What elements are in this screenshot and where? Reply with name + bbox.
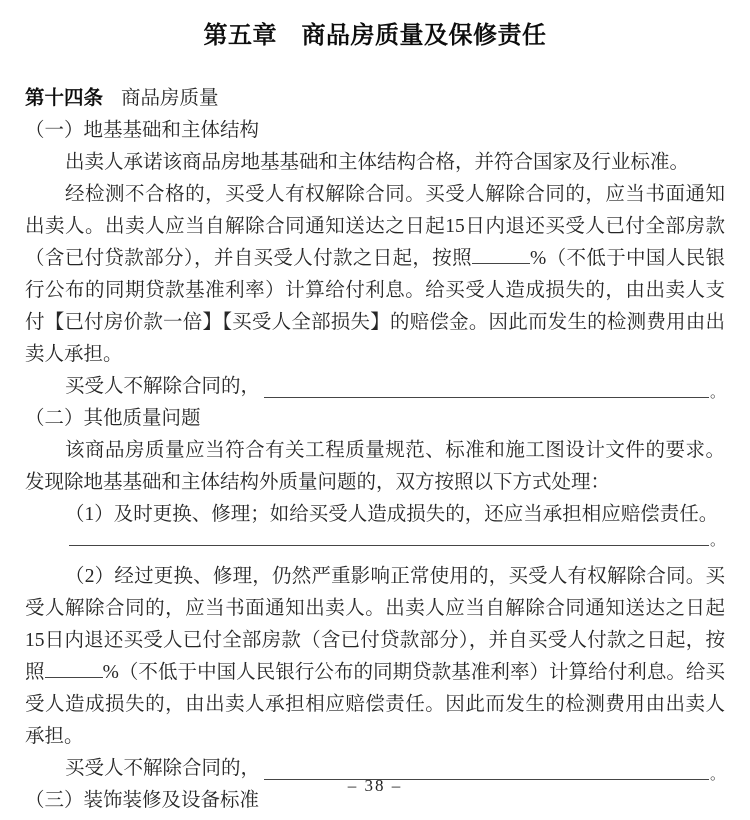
line-end-period-3: 。 bbox=[709, 767, 725, 783]
clause-1-paragraph-2 bbox=[25, 179, 725, 371]
line-end-period-1: 。 bbox=[709, 385, 725, 401]
clause-2-item-2-text-after: %（不低于中国人民银行公布的同期贷款基准利率）计算给付利息。给买受人造成损失的，由出卖人承担相应赔偿责任。因此而发生的检测费用由出卖人承担。 bbox=[25, 662, 725, 747]
clause-2-item-1: （1）及时更换、修理；如给买受人造成损失的，还应当承担相应赔偿责任。 bbox=[65, 504, 719, 525]
page-number: – 38 – bbox=[347, 776, 403, 795]
clause-2-item-2-text-before: （2）经过更换、修理，仍然严重影响正常使用的，买受人有权解除合同。买受人解除合同的，应当书面通知出卖人。出卖人应当自解除合同通知送达之日起15日内退还买受人已付全部房款（含已付贷款部分），并自买受人付款之日起，按照 bbox=[25, 566, 725, 683]
clause-1-no-termination-line bbox=[25, 371, 725, 403]
clause-1-paragraph-2-text-before: 经检测不合格的，买受人有权解除合同。买受人解除合同的，应当书面通知出卖人。出卖人应当自解除合同通知送达之日起15日内退还买受人已付全部房款（含已付贷款部分），并自买受人付款之日起，按照 bbox=[25, 184, 725, 269]
clause-2-paragraph-1: 该商品房质量应当符合有关工程质量规范、标准和施工图设计文件的要求。发现除地基基础和主体结构外质量问题的，双方按照以下方式处理： bbox=[25, 440, 725, 493]
clause-2-standalone-blank-line bbox=[25, 531, 725, 551]
clause-1-paragraph-1: 出卖人承诺该商品房地基基础和主体结构合格，并符合国家及行业标准。 bbox=[65, 152, 690, 173]
interest-rate-fill-in-blank-2 bbox=[45, 662, 103, 678]
article-heading bbox=[25, 82, 725, 115]
clause-3-heading: （三）装饰装修及设备标准 bbox=[25, 790, 260, 811]
chapter-title: 第五章 商品房质量及保修责任 bbox=[203, 22, 547, 49]
article-title-text: 商品房质量 bbox=[121, 88, 219, 109]
clause-2-heading: （二）其他质量问题 bbox=[25, 408, 201, 429]
no-termination-label-1: 买受人不解除合同的， bbox=[65, 376, 261, 397]
interest-rate-fill-in-blank-1 bbox=[472, 248, 530, 264]
line-end-period-2: 。 bbox=[709, 533, 725, 549]
article-number: 第十四条 bbox=[25, 87, 104, 109]
no-termination-label-2: 买受人不解除合同的， bbox=[65, 758, 261, 779]
standalone-fill-in-blank bbox=[69, 545, 709, 546]
clause-2-item-2 bbox=[25, 561, 725, 753]
clause-1-heading: （一）地基基础和主体结构 bbox=[25, 120, 260, 141]
no-termination-fill-in-blank-1 bbox=[264, 397, 709, 398]
clause-1-paragraph-2-text-after: %（不低于中国人民银行公布的同期贷款基准利率）计算给付利息。给买受人造成损失的，由出卖人支付【已付房价款一倍】【买受人全部损失】的赔偿金。因此而发生的检测费用由出卖人承担。 bbox=[25, 248, 725, 365]
